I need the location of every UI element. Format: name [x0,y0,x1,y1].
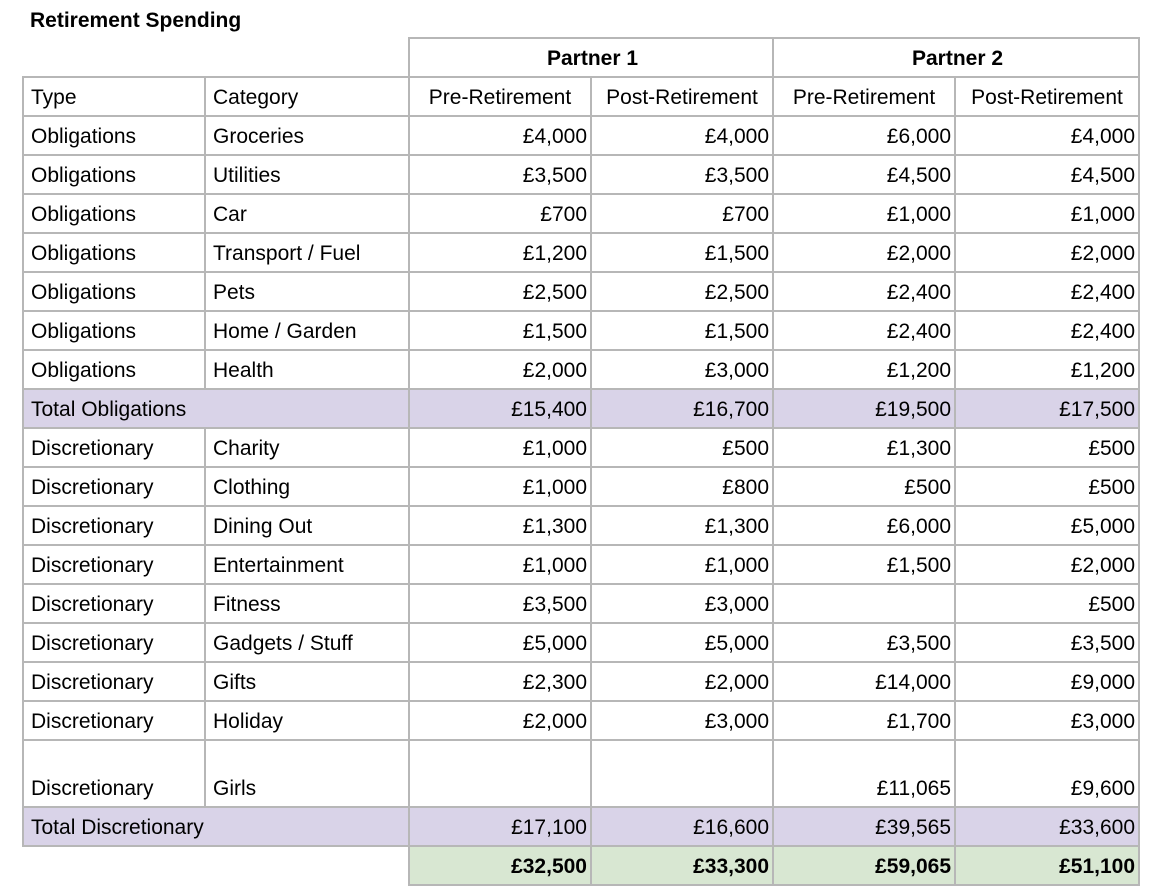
category-cell[interactable]: Charity [205,428,409,467]
p2-post-cell[interactable]: £4,000 [955,116,1139,155]
p1-pre-cell[interactable] [409,740,591,807]
p1-pre-cell[interactable]: £1,300 [409,506,591,545]
category-cell[interactable]: Girls [205,740,409,807]
p2-post-cell[interactable]: £500 [955,584,1139,623]
table-row [23,116,1139,155]
table-row [23,740,1139,807]
category-cell[interactable]: Groceries [205,116,409,155]
type-cell[interactable]: Obligations [23,233,205,272]
p2-pre-cell[interactable]: £14,000 [773,662,955,701]
p2-post-cell[interactable]: £33,600 [955,807,1139,846]
p2-post-cell[interactable]: £1,000 [955,194,1139,233]
empty-cell [23,846,409,885]
p2-post-cell[interactable]: £1,200 [955,350,1139,389]
p2-pre-cell[interactable]: £3,500 [773,623,955,662]
p1-pre-cell[interactable]: £4,000 [409,116,591,155]
grand-total-p1-pre-cell[interactable]: £32,500 [409,846,591,885]
header-p1-pre[interactable]: Pre-Retirement [409,77,591,116]
p1-post-cell[interactable]: £4,000 [591,116,773,155]
p1-pre-cell[interactable]: £17,100 [409,807,591,846]
p2-pre-cell[interactable]: £2,400 [773,272,955,311]
p1-pre-cell[interactable]: £700 [409,194,591,233]
category-cell[interactable]: Health [205,350,409,389]
p2-pre-cell[interactable]: £1,500 [773,545,955,584]
category-cell[interactable]: Clothing [205,467,409,506]
p2-post-cell[interactable]: £3,500 [955,623,1139,662]
table-row [23,467,1139,506]
p2-pre-cell[interactable] [773,584,955,623]
p1-post-cell[interactable]: £3,000 [591,350,773,389]
p1-pre-cell[interactable]: £2,300 [409,662,591,701]
table-row [23,272,1139,311]
p1-post-cell[interactable]: £800 [591,467,773,506]
header-type[interactable]: Type [23,77,205,116]
table-row [23,428,1139,467]
category-cell[interactable]: Fitness [205,584,409,623]
p1-post-cell[interactable]: £1,000 [591,545,773,584]
table-row [23,233,1139,272]
p1-pre-cell[interactable]: £3,500 [409,584,591,623]
grand-total-p2-post-cell[interactable]: £51,100 [955,846,1139,885]
category-cell[interactable]: Dining Out [205,506,409,545]
p1-post-cell[interactable]: £1,500 [591,233,773,272]
p1-post-cell[interactable]: £1,500 [591,311,773,350]
table-row [23,545,1139,584]
p1-post-cell[interactable]: £500 [591,428,773,467]
p2-post-cell[interactable]: £2,400 [955,272,1139,311]
table-row [23,623,1139,662]
total-row [23,389,1139,428]
spending-table [22,37,1140,886]
p2-post-cell[interactable]: £9,600 [955,740,1139,807]
p2-pre-cell[interactable]: £1,300 [773,428,955,467]
p2-post-cell[interactable]: £5,000 [955,506,1139,545]
p1-pre-cell[interactable]: £5,000 [409,623,591,662]
header-category[interactable]: Category [205,77,409,116]
type-cell[interactable]: Discretionary [23,623,205,662]
grand-total-row [23,846,1139,885]
type-cell[interactable]: Obligations [23,311,205,350]
p2-post-cell[interactable]: £4,500 [955,155,1139,194]
column-header-row [23,77,1139,116]
empty-corner [23,38,409,77]
p1-pre-cell[interactable]: £2,000 [409,350,591,389]
header-p2-post[interactable]: Post-Retirement [955,77,1139,116]
type-cell[interactable]: Discretionary [23,506,205,545]
type-cell[interactable]: Obligations [23,350,205,389]
p1-post-cell[interactable]: £700 [591,194,773,233]
p2-post-cell[interactable]: £2,400 [955,311,1139,350]
p1-post-cell[interactable]: £2,500 [591,272,773,311]
type-cell[interactable]: Discretionary [23,740,205,807]
type-cell[interactable]: Obligations [23,155,205,194]
p2-pre-cell[interactable]: £2,000 [773,233,955,272]
table-row [23,662,1139,701]
p2-pre-cell[interactable]: £6,000 [773,506,955,545]
total-label-cell[interactable]: Total Discretionary [23,807,409,846]
type-cell[interactable]: Obligations [23,272,205,311]
p2-post-cell[interactable]: £500 [955,467,1139,506]
p1-pre-cell[interactable]: £2,500 [409,272,591,311]
total-label-cell[interactable]: Total Obligations [23,389,409,428]
group-header-row [23,38,1139,77]
p2-pre-cell[interactable]: £11,065 [773,740,955,807]
category-cell[interactable]: Transport / Fuel [205,233,409,272]
p2-pre-cell[interactable]: £1,200 [773,350,955,389]
p2-post-cell[interactable]: £2,000 [955,545,1139,584]
category-cell[interactable]: Car [205,194,409,233]
p1-pre-cell[interactable]: £2,000 [409,701,591,740]
p1-post-cell[interactable]: £16,600 [591,807,773,846]
p2-pre-cell[interactable]: £1,700 [773,701,955,740]
p1-post-cell[interactable] [591,740,773,807]
p2-post-cell[interactable]: £9,000 [955,662,1139,701]
header-p1-post[interactable]: Post-Retirement [591,77,773,116]
p1-pre-cell[interactable]: £1,000 [409,545,591,584]
category-cell[interactable]: Home / Garden [205,311,409,350]
p1-pre-cell[interactable]: £1,000 [409,428,591,467]
group-header-partner-1[interactable]: Partner 1 [409,38,773,77]
p2-post-cell[interactable]: £2,000 [955,233,1139,272]
p2-pre-cell[interactable]: £19,500 [773,389,955,428]
type-cell[interactable]: Discretionary [23,545,205,584]
category-cell[interactable]: Entertainment [205,545,409,584]
type-cell[interactable]: Obligations [23,194,205,233]
type-cell[interactable]: Discretionary [23,701,205,740]
p1-pre-cell[interactable]: £1,200 [409,233,591,272]
type-cell[interactable]: Discretionary [23,467,205,506]
p1-post-cell[interactable]: £16,700 [591,389,773,428]
group-header-partner-2[interactable]: Partner 2 [773,38,1139,77]
header-p2-pre[interactable]: Pre-Retirement [773,77,955,116]
table-row [23,584,1139,623]
p1-post-cell[interactable]: £3,500 [591,155,773,194]
category-cell[interactable]: Utilities [205,155,409,194]
p2-post-cell[interactable]: £17,500 [955,389,1139,428]
p1-post-cell[interactable]: £3,000 [591,584,773,623]
table-row [23,194,1139,233]
grand-total-p1-post-cell[interactable]: £33,300 [591,846,773,885]
type-cell[interactable]: Discretionary [23,428,205,467]
p2-pre-cell[interactable]: £4,500 [773,155,955,194]
sheet-title: Retirement Spending [30,9,242,32]
category-cell[interactable]: Holiday [205,701,409,740]
table-row [23,506,1139,545]
p2-pre-cell[interactable]: £39,565 [773,807,955,846]
category-cell[interactable]: Gifts [205,662,409,701]
p1-pre-cell[interactable]: £1,500 [409,311,591,350]
type-cell[interactable]: Discretionary [23,662,205,701]
p1-post-cell[interactable]: £1,300 [591,506,773,545]
table-row [23,155,1139,194]
p2-pre-cell[interactable]: £1,000 [773,194,955,233]
p2-pre-cell[interactable]: £500 [773,467,955,506]
table-row [23,350,1139,389]
p1-pre-cell[interactable]: £15,400 [409,389,591,428]
type-cell[interactable]: Discretionary [23,584,205,623]
p2-pre-cell[interactable]: £2,400 [773,311,955,350]
p2-post-cell[interactable]: £500 [955,428,1139,467]
category-cell[interactable]: Gadgets / Stuff [205,623,409,662]
p1-pre-cell[interactable]: £1,000 [409,467,591,506]
category-cell[interactable]: Pets [205,272,409,311]
p2-post-cell[interactable]: £3,000 [955,701,1139,740]
p1-post-cell[interactable]: £2,000 [591,662,773,701]
table-row [23,701,1139,740]
total-row [23,807,1139,846]
table-row [23,311,1139,350]
p1-post-cell[interactable]: £3,000 [591,701,773,740]
p1-post-cell[interactable]: £5,000 [591,623,773,662]
grand-total-p2-pre-cell[interactable]: £59,065 [773,846,955,885]
p2-pre-cell[interactable]: £6,000 [773,116,955,155]
p1-pre-cell[interactable]: £3,500 [409,155,591,194]
type-cell[interactable]: Obligations [23,116,205,155]
